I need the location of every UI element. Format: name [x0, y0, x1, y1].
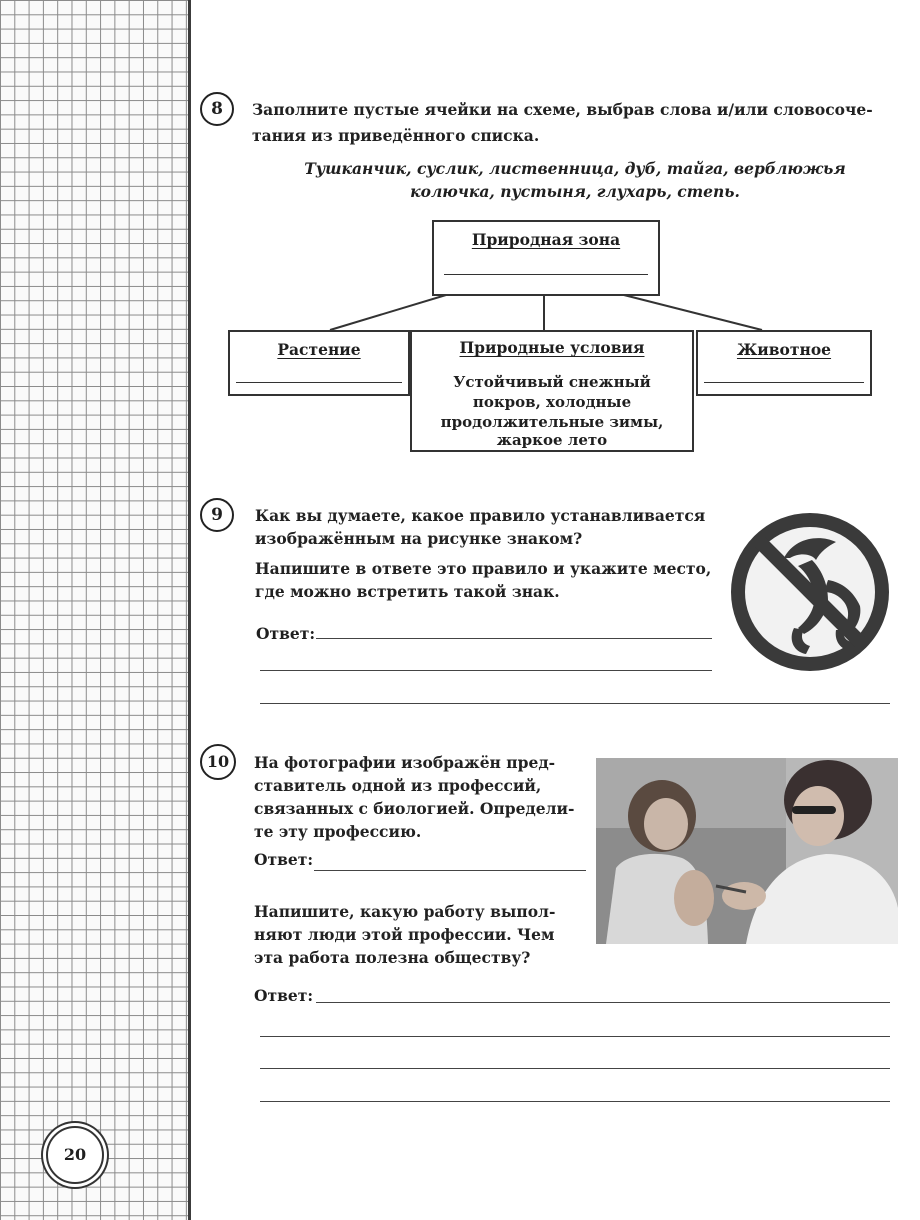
q10-answer-label-2: Ответ: [254, 986, 314, 1005]
q8-text-line2: тания из приведённого списка. [252, 126, 540, 145]
natural-zone-title: Природная зона [471, 230, 621, 249]
animal-title: Животное [736, 340, 832, 359]
q10-answer-line4[interactable] [260, 1068, 890, 1069]
q9-text-line3: Напишите в ответе это правило и укажите место, [255, 559, 712, 578]
q8-word-list-line1: Тушканчик, суслик, лиственница, дуб, тайга, верблюжья [304, 159, 846, 178]
question-10-number: 10 [200, 744, 236, 780]
q10-text-line3: связанных с биологией. Определи- [254, 799, 575, 818]
conditions-text-line2: покров, холодные [472, 393, 632, 411]
plant-blank[interactable] [236, 382, 402, 383]
no-hunting-sign-icon [724, 508, 896, 676]
q9-answer-label: Ответ: [256, 624, 316, 643]
vaccination-photo [596, 758, 898, 944]
q10-text-line1: На фотографии изображён пред- [254, 753, 556, 772]
animal-blank[interactable] [704, 382, 864, 383]
q9-answer-line2[interactable] [260, 670, 712, 671]
q9-text-line2: изображённым на рисунке знаком? [255, 529, 583, 548]
q10-text-line5: Напишите, какую работу выпол- [254, 902, 556, 921]
q10-answer-line5[interactable] [260, 1101, 890, 1102]
question-8-number: 8 [200, 92, 234, 126]
q10-answer-line3[interactable] [260, 1036, 890, 1037]
animal-box [696, 330, 872, 396]
q9-text-line4: где можно встретить такой знак. [255, 582, 560, 601]
q10-text-line7: эта работа полезна обществу? [254, 948, 531, 967]
q9-answer-line1[interactable] [316, 638, 712, 639]
q10-text-line4: те эту профессию. [254, 822, 422, 841]
conditions-box [410, 330, 694, 452]
q10-answer-line2[interactable] [316, 1002, 890, 1003]
q10-text-line2: ставитель одной из профессий, [254, 776, 542, 795]
conditions-title: Природные условия [459, 338, 645, 357]
conditions-text-line1: Устойчивый снежный [453, 373, 651, 391]
page-number: 20 [46, 1126, 104, 1184]
natural-zone-blank[interactable] [444, 274, 648, 275]
plant-title: Растение [277, 340, 361, 359]
natural-zone-box [432, 220, 660, 296]
question-9-number: 9 [200, 498, 234, 532]
q10-text-line6: няют люди этой профессии. Чем [254, 925, 555, 944]
q10-answer-line1[interactable] [314, 870, 586, 871]
q8-word-list-line2: колючка, пустыня, глухарь, степь. [410, 182, 740, 201]
q10-answer-label: Ответ: [254, 850, 314, 869]
plant-box [228, 330, 410, 396]
conditions-text-line4: жаркое лето [496, 431, 608, 449]
q9-answer-line3[interactable] [260, 703, 890, 704]
q9-text-line1: Как вы думаете, какое правило устанавливается [255, 506, 706, 525]
q8-text-line1: Заполните пустые ячейки на схеме, выбрав слова и/или словосоче- [252, 100, 873, 119]
conditions-text-line3: продолжительные зимы, [440, 413, 664, 431]
